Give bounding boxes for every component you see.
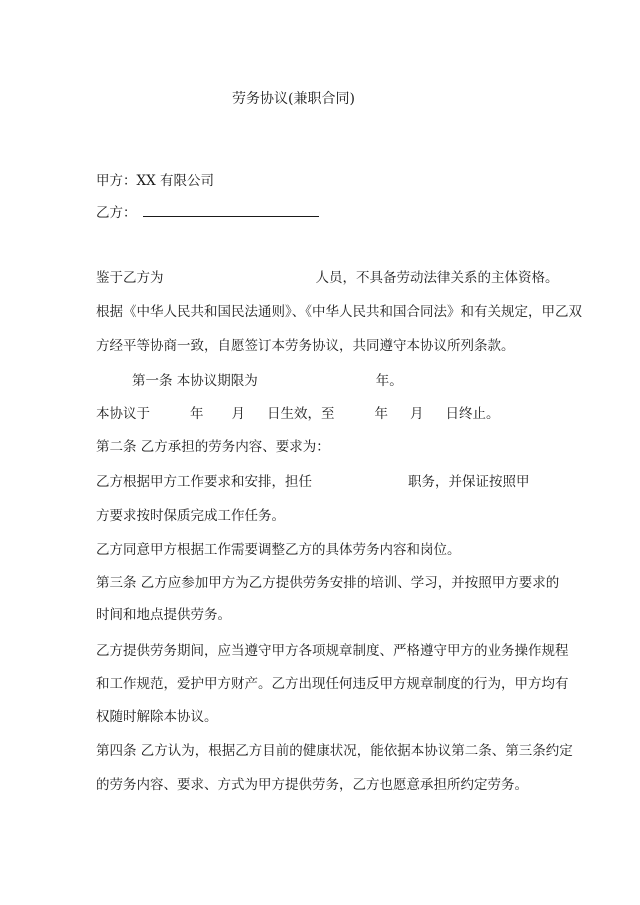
date-text-5: 年 — [374, 406, 388, 422]
party-b-blank — [143, 204, 319, 217]
basis-line-2: 方经平等协商一致，自愿签订本劳务协议，共同遵守本协议所列条款。 — [96, 338, 515, 354]
article-2-heading: 第二条 乙方承担的劳务内容、要求为： — [96, 439, 330, 455]
recital-text-b: 人员，不具备劳动法律关系的主体资格。 — [315, 270, 559, 286]
article-3-line-1: 第三条 乙方应参加甲方为乙方提供劳务安排的培训、学习，并按照甲方要求的 — [96, 575, 560, 591]
article-1-text-b: 年。 — [375, 373, 403, 389]
date-text-4: 日生效，至 — [267, 406, 335, 422]
date-text-7: 日终止。 — [445, 406, 500, 422]
article-2-para-1-line-1 — [96, 473, 530, 491]
article-4-line-2: 的劳务内容、要求、方式为甲方提供劳务，乙方也愿意承担所约定劳务。 — [96, 777, 528, 793]
recital-text-a: 鉴于乙方为 — [96, 270, 164, 286]
party-b — [96, 204, 319, 222]
party-b-label: 乙方： — [96, 205, 137, 221]
article-3-para-2-line-3: 权随时解除本协议。 — [96, 709, 218, 725]
article-2-para-1-line-2: 方要求按时保质完成工作任务。 — [96, 508, 285, 524]
article-3-para-2-line-1: 乙方提供劳务期间，应当遵守甲方各项规章制度、严格遵守甲方的业务操作规程 — [96, 643, 569, 659]
article-2-text-a: 乙方根据甲方工作要求和安排，担任 — [96, 474, 312, 490]
article-3-line-2: 时间和地点提供劳务。 — [96, 607, 231, 623]
party-a: 甲方：XX 有限公司 — [96, 173, 215, 189]
article-2-para-2: 乙方同意甲方根据工作需要调整乙方的具体劳务内容和岗位。 — [96, 542, 461, 558]
article-1-text-a: 第一条 本协议期限为 — [132, 373, 258, 389]
document-title: 劳务协议(兼职合同) — [232, 91, 355, 107]
article-4-line-1: 第四条 乙方认为，根据乙方目前的健康状况，能依据本协议第二条、第三条约定 — [96, 743, 573, 759]
article-2-text-b: 职务，并保证按照甲 — [408, 474, 530, 490]
date-text-2: 年 — [190, 406, 204, 422]
article-3-para-2-line-2: 和工作规范，爱护甲方财产。乙方出现任何违反甲方规章制度的行为，甲方均有 — [96, 676, 569, 692]
article-1-date-line — [96, 405, 500, 423]
article-1-line — [132, 372, 403, 390]
date-text-3: 月 — [231, 406, 245, 422]
date-text-1: 本协议于 — [96, 406, 150, 422]
date-text-6: 月 — [410, 406, 424, 422]
recital-line — [96, 269, 559, 287]
basis-line-1: 根据《中华人民共和国民法通则》、《中华人民共和国合同法》和有关规定，甲乙双 — [96, 304, 582, 320]
